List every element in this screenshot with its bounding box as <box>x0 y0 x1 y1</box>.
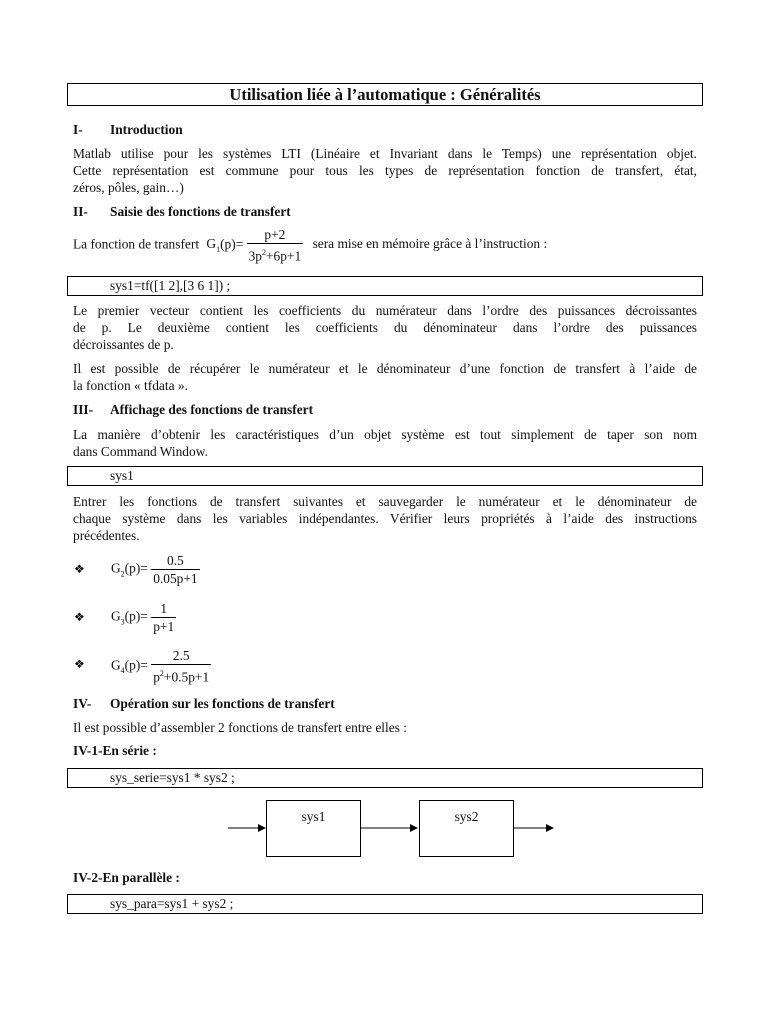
g4-denominator <box>151 665 211 684</box>
section-number: II- <box>73 204 88 219</box>
text-line: La manière d’obtenir les caractéristiques d’un objet système est tout simplement de taper son nom <box>73 427 697 442</box>
text-line: la fonction « tfdata ». <box>73 378 188 393</box>
g2-fraction <box>151 553 199 586</box>
g1-numerator: p+2 <box>247 227 304 244</box>
g2-name: G <box>111 560 121 576</box>
g4-name: G <box>111 657 121 673</box>
exercise-paragraph <box>73 493 697 544</box>
section-number: I- <box>73 122 83 137</box>
section-title: Affichage des fonctions de transfert <box>110 402 314 417</box>
section-number: III- <box>73 402 94 417</box>
section-title: Opération sur les fonctions de transfert <box>110 696 335 711</box>
section-heading-introduction <box>73 122 373 139</box>
text-line: Entrer les fonctions de transfert suivantes et sauvegarder le numérateur et le dénominateur de <box>73 494 697 509</box>
bullet-diamond-icon: ❖ <box>74 562 85 576</box>
g2-numerator: 0.5 <box>151 553 199 570</box>
text-line: précédentes. <box>73 528 140 543</box>
g4-den-part: +0.5p+1 <box>163 669 210 685</box>
g1-name: G <box>206 236 217 252</box>
g3-name: G <box>111 608 121 624</box>
g1-fraction <box>247 227 304 263</box>
g1-equation-line <box>73 227 547 263</box>
g2-denominator: 0.05p+1 <box>153 571 198 586</box>
g2-equation <box>111 553 200 586</box>
g3-subscript: 3 <box>120 617 125 627</box>
section-title: Saisie des fonctions de transfert <box>110 204 291 219</box>
g4-equation <box>111 648 211 684</box>
g2-argument: (p)= <box>124 560 148 576</box>
section-heading-operation <box>73 696 473 713</box>
g1-argument: (p)= <box>220 236 244 252</box>
g4-subscript: 4 <box>120 665 125 675</box>
g1-subscript: 1 <box>216 244 221 254</box>
text-line: Matlab utilise pour les systèmes LTI (Linéaire et Invariant dans le Temps) une représentation objet. <box>73 146 697 161</box>
text-line: chaque système dans les variables indépendantes. Vérifier leurs propriétés à l’aide des instructions <box>73 511 697 526</box>
g1-den-part: 3p <box>248 248 262 264</box>
g4-fraction <box>151 648 211 684</box>
operation-intro <box>73 719 697 736</box>
g1-denominator <box>247 244 304 263</box>
g1-suffix-text: sera mise en mémoire grâce à l’instruction : <box>312 236 548 252</box>
bullet-diamond-icon: ❖ <box>74 610 85 624</box>
text-line: dans Command Window. <box>73 444 208 459</box>
g3-argument: (p)= <box>124 608 148 624</box>
text-line: zéros, pôles, gain…) <box>73 180 184 195</box>
text-line: Il est possible de récupérer le numérateur et le dénominateur d’une fonction de transfert à l’aide de <box>73 361 697 376</box>
g3-denominator: p+1 <box>153 619 175 634</box>
tfdata-paragraph <box>73 360 697 394</box>
text-line: décroissantes de p. <box>73 337 174 352</box>
text-line: de p. Le deuxième contient les coefficients du dénominateur dans l’ordre des puissances <box>73 320 697 335</box>
block-sys2: sys2 <box>419 800 514 857</box>
g3-equation <box>111 601 176 634</box>
g4-den-exponent: 2 <box>159 669 164 678</box>
g4-den-part: p <box>153 669 160 685</box>
subsection-heading-serie: IV-1-En série : <box>73 743 157 758</box>
section-heading-saisie <box>73 204 473 221</box>
code-box-parallele: sys_para=sys1 + sys2 ; <box>67 894 703 914</box>
g3-fraction <box>151 601 176 634</box>
text-line: Il est possible d’assembler 2 fonctions de transfert entre elles : <box>73 720 407 735</box>
page-title: Utilisation liée à l’automatique : Généralités <box>67 83 703 106</box>
g1-prefix-text: La fonction de transfert <box>73 236 200 252</box>
code-box-sys1: sys1 <box>67 466 703 486</box>
bullet-diamond-icon: ❖ <box>74 657 85 671</box>
g1-den-part: +6p+1 <box>266 248 302 264</box>
block-sys1: sys1 <box>266 800 361 857</box>
text-line: Le premier vecteur contient les coefficients du numérateur dans l’ordre des puissances décroissantes <box>73 303 697 318</box>
section-number: IV- <box>73 696 92 711</box>
subsection-heading-parallele: IV-2-En parallèle : <box>73 870 180 885</box>
section-title: Introduction <box>110 122 183 137</box>
text-line: Cette représentation est commune pour tous les types de représentation fonction de transfert, état, <box>73 163 697 178</box>
code-box-serie: sys_serie=sys1 * sys2 ; <box>67 768 703 788</box>
coeff-paragraph <box>73 302 697 353</box>
g1-den-exponent: 2 <box>262 248 266 257</box>
g3-numerator: 1 <box>151 601 176 618</box>
affichage-paragraph <box>73 426 697 460</box>
g2-subscript: 2 <box>120 569 125 579</box>
g4-numerator: 2.5 <box>151 648 211 665</box>
code-box-tf: sys1=tf([1 2],[3 6 1]) ; <box>67 276 703 296</box>
section-heading-affichage <box>73 402 473 419</box>
intro-paragraph <box>73 145 697 196</box>
g4-argument: (p)= <box>124 657 148 673</box>
